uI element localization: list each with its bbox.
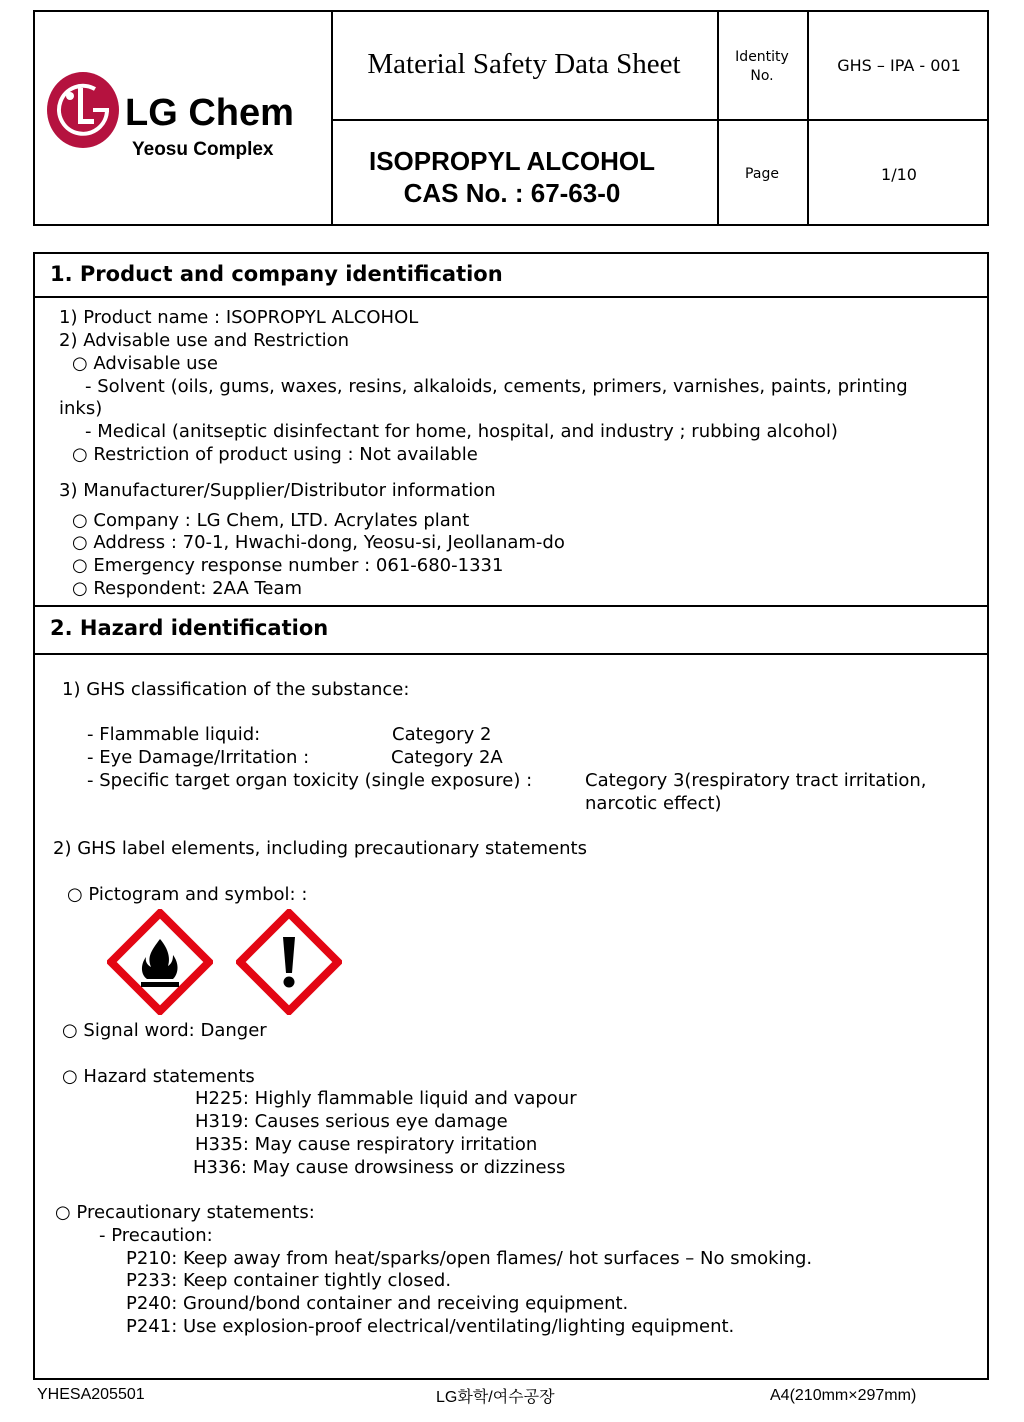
class-name: - Eye Damage/Irritation :: [87, 747, 310, 768]
logo-text: LG Chem: [125, 92, 294, 134]
class-category: Category 2A: [391, 747, 503, 768]
identity-label-no: No.: [750, 68, 774, 84]
precaution-sub: - Precaution:: [99, 1225, 213, 1246]
header-divider: [331, 119, 987, 121]
precaution-statement: P240: Ground/bond container and receiving equipment.: [126, 1293, 629, 1314]
class-name: - Flammable liquid:: [87, 724, 261, 745]
page-label: Page: [745, 166, 779, 182]
footer-paper-size: A4(210mm×297mm): [770, 1387, 917, 1404]
advisable-use-heading: 2) Advisable use and Restriction: [59, 330, 350, 351]
hazard-statement: H225: Highly flammable liquid and vapour: [195, 1088, 577, 1109]
logo-subtext: Yeosu Complex: [132, 139, 274, 160]
respondent-line: ○ Respondent: 2AA Team: [72, 578, 303, 599]
class-category: Category 3(respiratory tract irritation,: [585, 770, 927, 791]
header-table: [33, 10, 989, 226]
section1-title: 1. Product and company identification: [50, 262, 503, 286]
company-line: ○ Company : LG Chem, LTD. Acrylates plant: [72, 510, 470, 531]
emergency-line: ○ Emergency response number : 061-680-1331: [72, 555, 504, 576]
pictogram-label: ○ Pictogram and symbol: :: [67, 884, 308, 905]
solvent-use-line: - Solvent (oils, gums, waxes, resins, alkaloids, cements, primers, varnishes, paints, printing: [85, 376, 908, 397]
hazard-statement: H335: May cause respiratory irritation: [195, 1134, 538, 1155]
exclamation-pictogram-icon: [236, 909, 342, 1015]
header-divider: [807, 12, 809, 224]
lg-logo-icon: [45, 70, 121, 150]
section-divider: [35, 605, 987, 607]
hazard-heading: ○ Hazard statements: [62, 1066, 255, 1087]
manufacturer-heading: 3) Manufacturer/Supplier/Distributor information: [59, 480, 496, 501]
identity-value: GHS – IPA - 001: [837, 56, 961, 75]
doc-title: Material Safety Data Sheet: [367, 48, 681, 80]
hazard-statement: H319: Causes serious eye damage: [195, 1111, 508, 1132]
medical-use-line: - Medical (anitseptic disinfectant for home, hospital, and industry ; rubbing alcohol): [85, 421, 838, 442]
footer-doc-code: YHESA205501: [37, 1386, 145, 1403]
precaution-statement: P233: Keep container tightly closed.: [126, 1270, 452, 1291]
section-divider: [35, 296, 987, 298]
flame-pictogram-icon: [107, 909, 213, 1015]
content-box: [33, 252, 989, 1380]
product-name-line: 1) Product name : ISOPROPYL ALCOHOL: [59, 307, 419, 328]
footer-plant: LG화학/여수공장: [436, 1389, 555, 1406]
signal-word: ○ Signal word: Danger: [62, 1020, 267, 1041]
header-divider: [717, 12, 719, 224]
precaution-heading: ○ Precautionary statements:: [55, 1202, 315, 1223]
hazard-statement: H336: May cause drowsiness or dizziness: [193, 1157, 566, 1178]
identity-label: Identity: [735, 49, 789, 65]
ghs-class-heading: 1) GHS classification of the substance:: [62, 679, 410, 700]
address-line: ○ Address : 70-1, Hwachi-dong, Yeosu-si, Jeollanam-do: [72, 532, 565, 553]
restriction-line: ○ Restriction of product using : Not available: [72, 444, 478, 465]
solvent-use-cont: inks): [59, 398, 103, 419]
section-divider: [35, 653, 987, 655]
class-name: - Specific target organ toxicity (single exposure) :: [87, 770, 533, 791]
page-value: 1/10: [881, 165, 917, 184]
precaution-statement: P210: Keep away from heat/sparks/open flames/ hot surfaces – No smoking.: [126, 1248, 813, 1269]
class-category-cont: narcotic effect): [585, 793, 722, 814]
product-title: ISOPROPYL ALCOHOL: [368, 146, 656, 176]
class-category: Category 2: [392, 724, 492, 745]
precaution-statement: P241: Use explosion-proof electrical/ventilating/lighting equipment.: [126, 1316, 735, 1337]
cas-number: CAS No. : 67-63-0: [403, 178, 621, 208]
label-heading: 2) GHS label elements, including precautionary statements: [53, 838, 587, 859]
section2-title: 2. Hazard identification: [50, 616, 329, 640]
advisable-use-label: ○ Advisable use: [72, 353, 218, 374]
